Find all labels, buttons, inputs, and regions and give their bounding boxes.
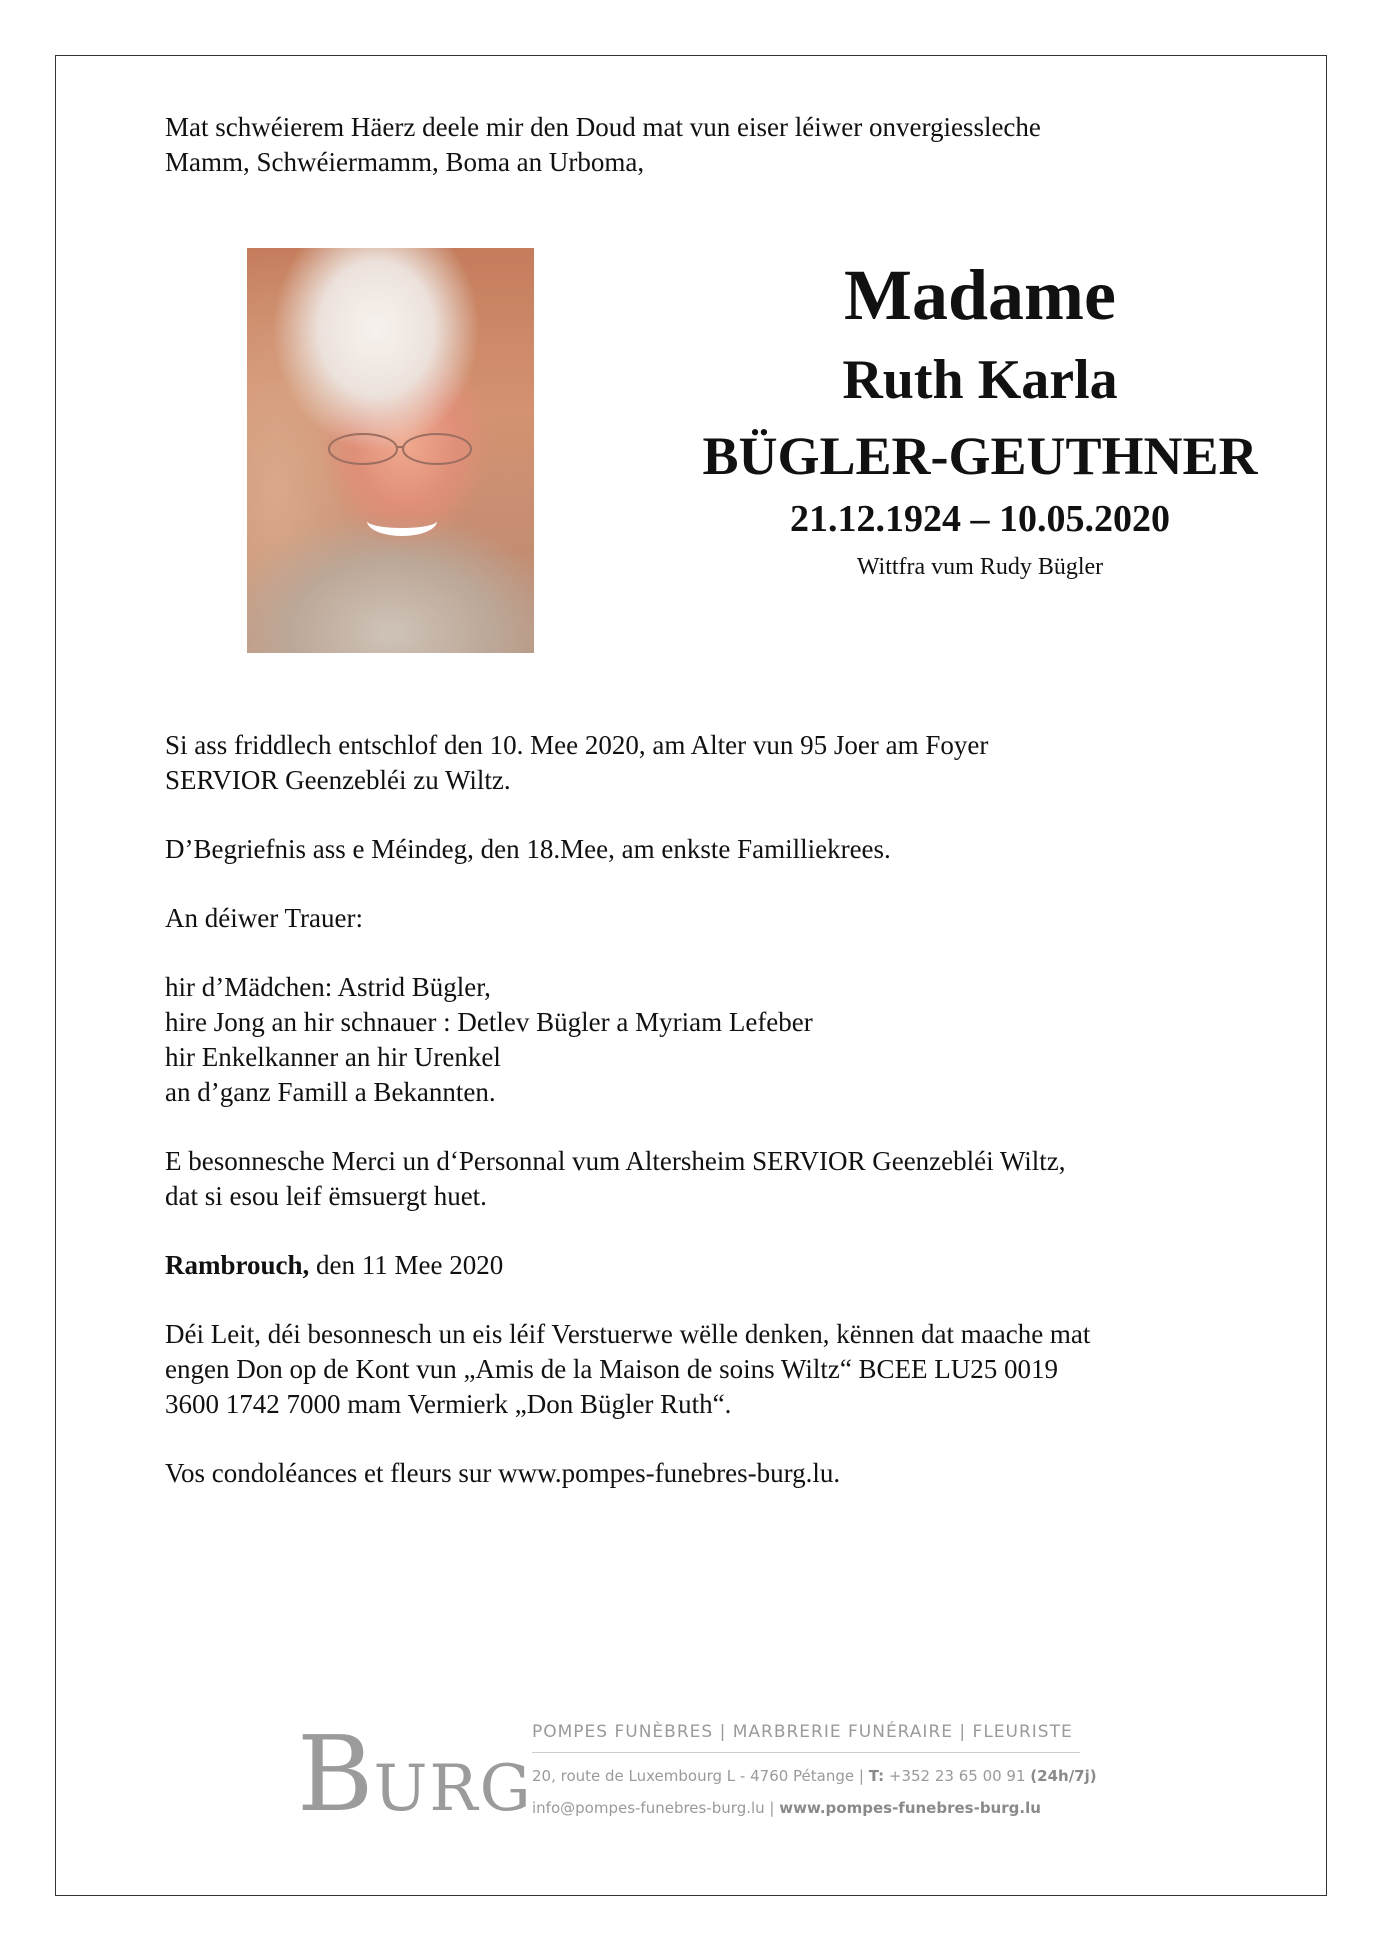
widow-note: Wittfra vum Rudy Bügler <box>856 554 1104 580</box>
place-date-paragraph <box>165 1248 1265 1283</box>
intro-line-2: Mamm, Schwéiermamm, Boma an Urboma, <box>165 147 645 177</box>
company-website[interactable]: www.pompes-funebres-burg.lu <box>779 1799 1041 1817</box>
company-info <box>532 1722 1097 1817</box>
company-address <box>532 1767 1097 1785</box>
burg-logo <box>297 1713 533 1835</box>
thanks-line-2: dat si esou leif ëmsuergt huet. <box>165 1181 487 1211</box>
passing-line-1: Si ass friddlech entschlof den 10. Mee 2020, am Alter vun 95 Joer am Foyer <box>165 730 989 760</box>
donation-line-2: engen Don op de Kont vun „Amis de la Maison de soins Wiltz“ BCEE LU25 0019 <box>165 1354 1059 1384</box>
company-email[interactable]: info@pompes-funebres-burg.lu | <box>532 1799 780 1817</box>
thanks-line-1: E besonnesche Merci un d‘Personnal vum Altersheim SERVIOR Geenzebléi Wiltz, <box>165 1146 1066 1176</box>
surname: BÜGLER-GEUTHNER <box>702 426 1258 486</box>
life-dates: 21.12.1924 – 10.05.2020 <box>790 498 1170 540</box>
logo-letter-b: B <box>297 1713 374 1835</box>
intro-section <box>165 110 1245 180</box>
thanks-paragraph <box>165 1144 1265 1214</box>
mourner-line-1: hir d’Mädchen: Astrid Bügler, <box>165 972 491 1002</box>
deceased-name-block <box>680 255 1280 583</box>
mourner-line-3: hir Enkelkanner an hir Urenkel <box>165 1042 501 1072</box>
company-services: POMPES FUNÈBRES | MARBRERIE FUNÉRAIRE | FLEURISTE <box>532 1722 1080 1753</box>
mourners-heading: An déiwer Trauer: <box>165 903 363 933</box>
donation-line-3: 3600 1742 7000 mam Vermierk „Don Bügler Ruth“. <box>165 1389 732 1419</box>
address-text: 20, route de Luxembourg L - 4760 Pétange | <box>532 1767 869 1785</box>
logo-letters-urg: URG <box>373 1752 533 1826</box>
intro-line-1: Mat schwéierem Häerz deele mir den Doud mat vun eiser léiwer onvergiessleche <box>165 112 1041 142</box>
phone-label: T: <box>868 1767 885 1785</box>
mourners-list <box>165 970 1265 1110</box>
condolences-paragraph: Vos condoléances et fleurs sur www.pompes-funebres-burg.lu. <box>165 1458 841 1488</box>
salutation: Madame <box>844 255 1116 335</box>
passing-line-2: SERVIOR Geenzebléi zu Wiltz. <box>165 765 511 795</box>
place-name: Rambrouch, <box>165 1250 310 1280</box>
phone-number: +352 23 65 00 91 <box>884 1767 1031 1785</box>
smile-shape <box>367 506 437 536</box>
intro-text <box>165 110 1245 180</box>
notice-body <box>165 728 1265 1525</box>
donation-line-1: Déi Leit, déi besonnesch un eis léif Verstuerwe wëlle denken, kënnen dat maache mat <box>165 1319 1091 1349</box>
glasses-shape <box>325 430 475 468</box>
company-contact <box>532 1799 1080 1817</box>
given-names: Ruth Karla <box>842 349 1118 411</box>
place-date: den 11 Mee 2020 <box>309 1250 504 1280</box>
passing-paragraph <box>165 728 1265 798</box>
portrait-photo <box>247 248 534 653</box>
phone-hours: (24h/7j) <box>1030 1767 1097 1785</box>
mourner-line-2: hire Jong an hir schnauer : Detlev Bügler a Myriam Lefeber <box>165 1007 813 1037</box>
mourner-line-4: an d’ganz Famill a Bekannten. <box>165 1077 496 1107</box>
donation-paragraph <box>165 1317 1265 1422</box>
funeral-paragraph: D’Begriefnis ass e Méindeg, den 18.Mee, am enkste Familliekrees. <box>165 834 891 864</box>
